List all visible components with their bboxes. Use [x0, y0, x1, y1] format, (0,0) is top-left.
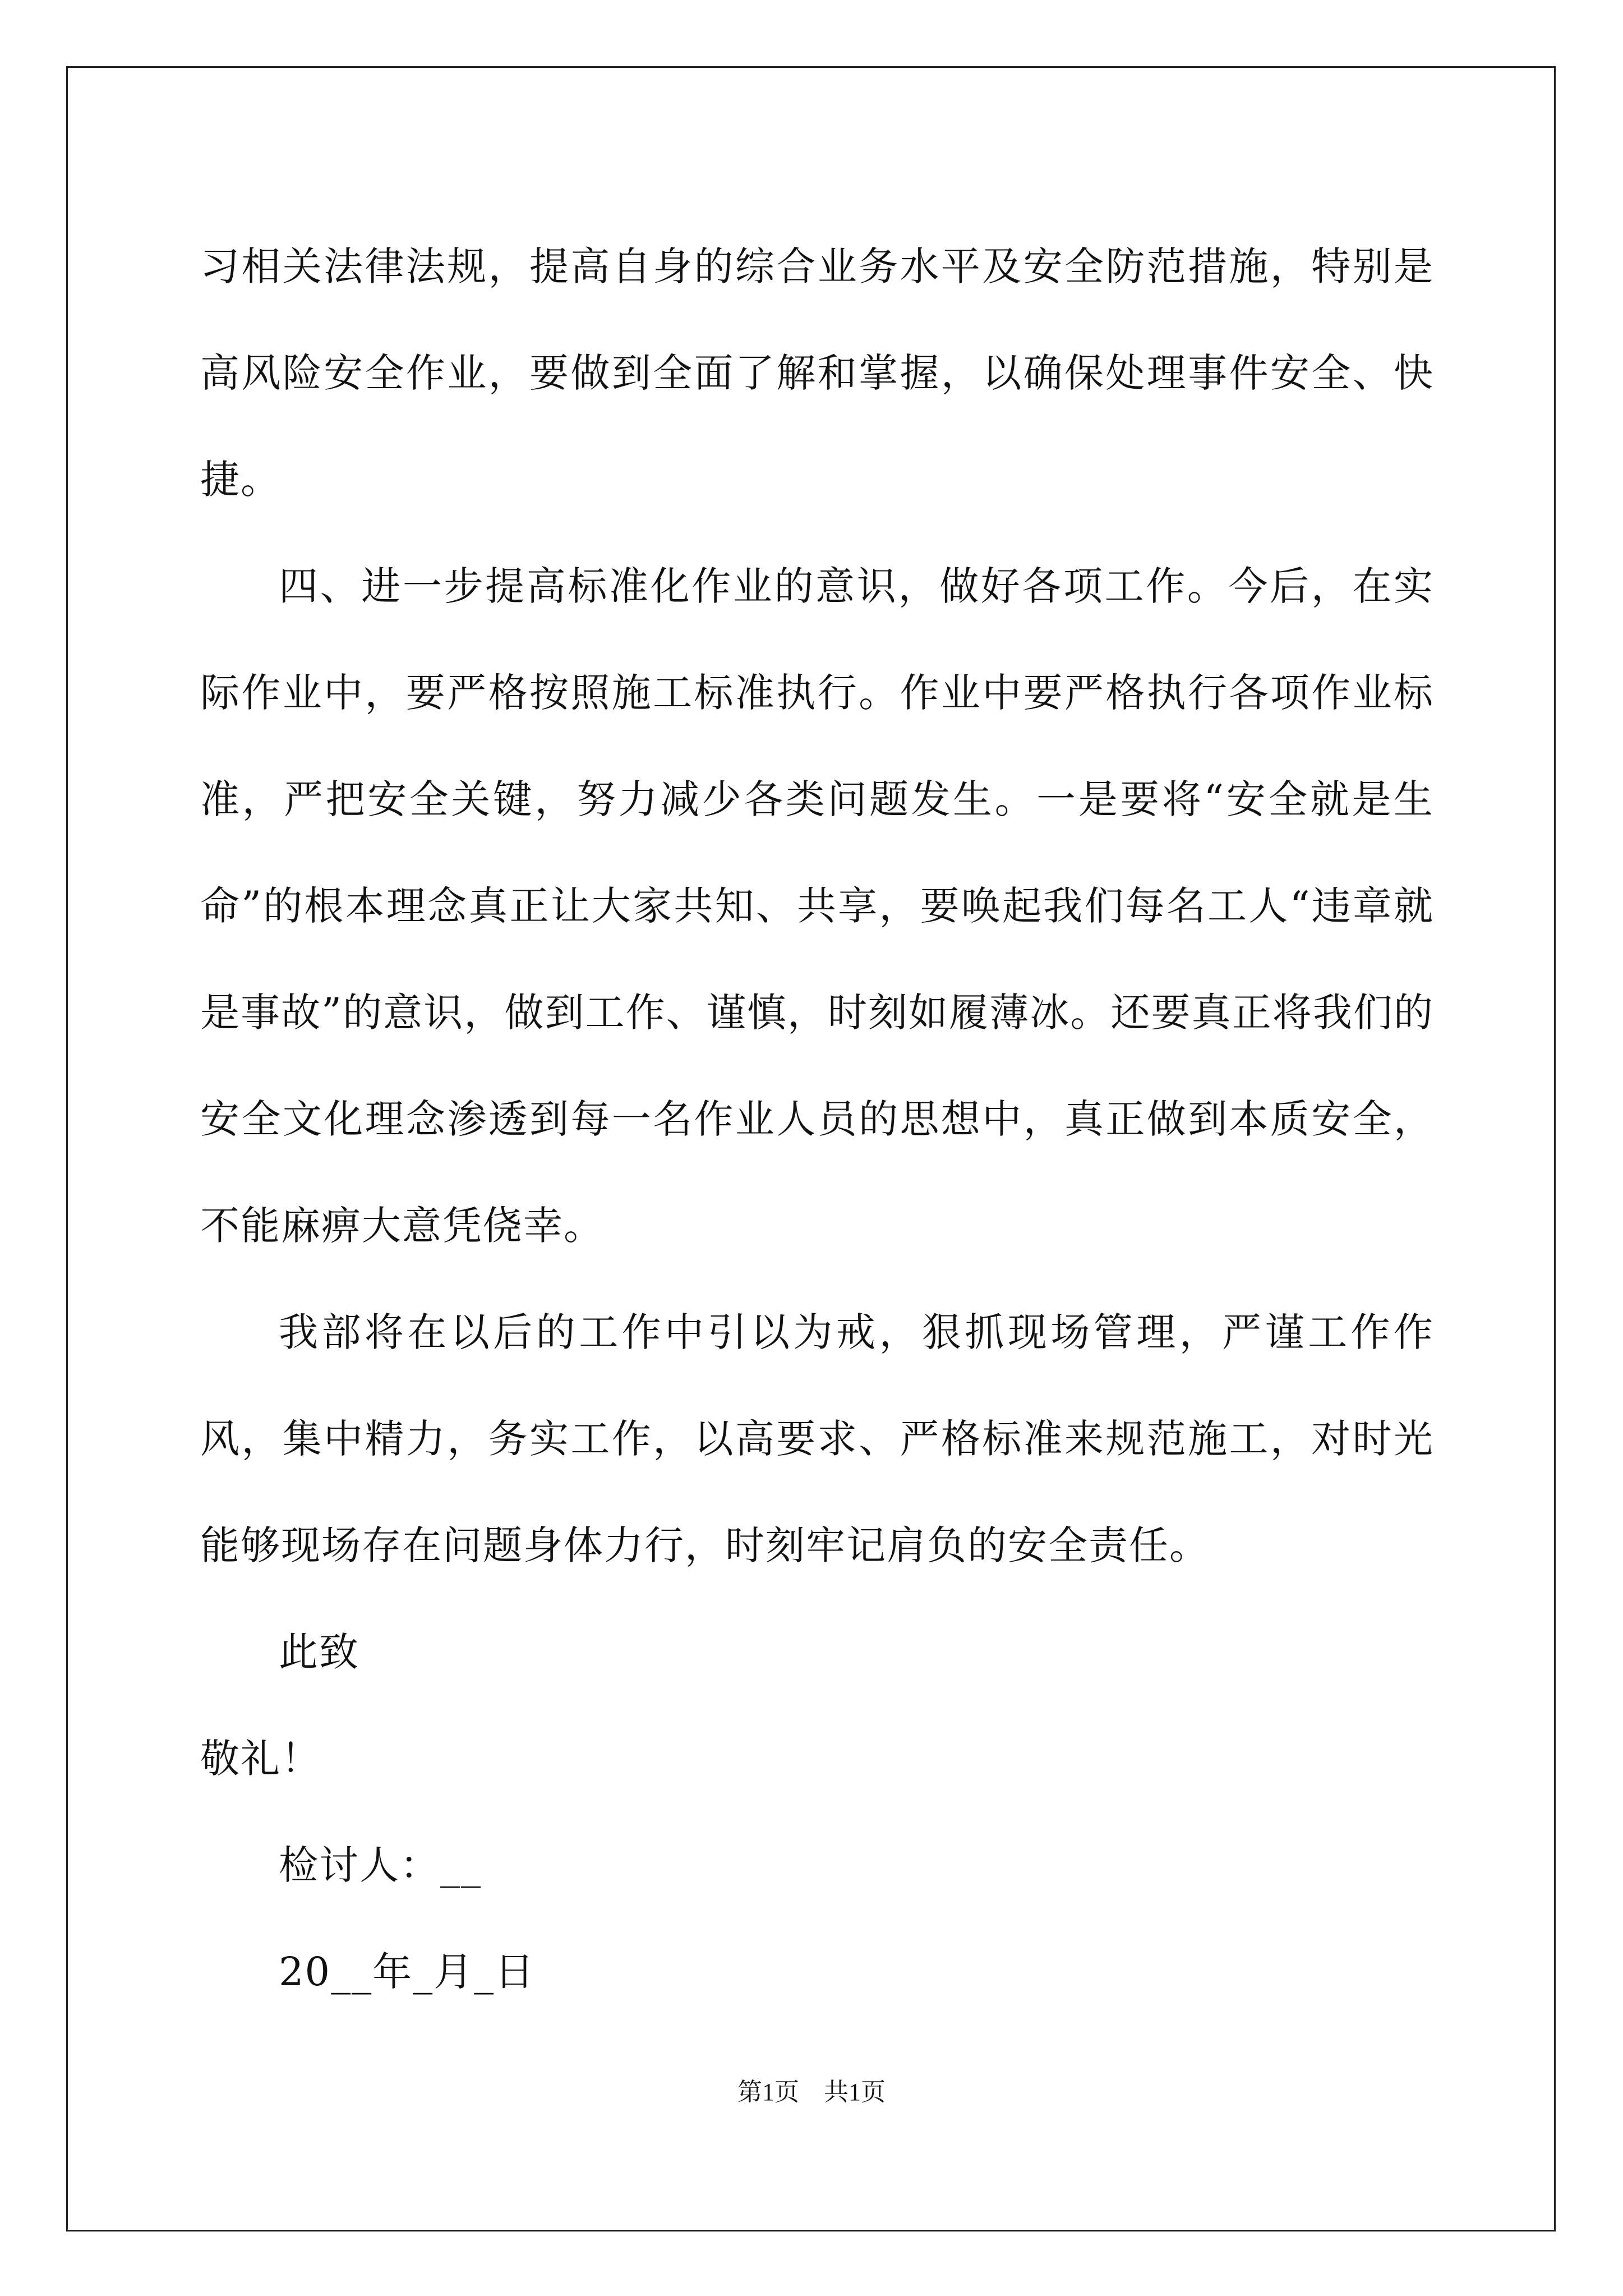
document-body [200, 213, 1434, 2025]
paragraph-section-four: 四、进一步提高标准化作业的意识，做好各项工作。今后，在实际作业中，要严格按照施工标准执行。作业中要严格执行各项作业标准，严把安全关键，努力减少各类问题发生。一是要将“安全就是生命”的根本理念真正让大家共知、共享，要唤起我们每名工人“违章就是事故”的意识，做到工作、谨慎，时刻如履薄冰。还要真正将我们的安全文化理念渗透到每一名作业人员的思想中，真正做到本质安全，不能麻痹大意凭侥幸。 [200, 563, 1434, 1249]
closing-regards: 敬礼！ [200, 1736, 321, 1782]
signer-line: 检讨人：__ [279, 1842, 482, 1888]
closing-salutation: 此致 [279, 1629, 359, 1675]
paragraph-continuation: 习相关法律法规，提高自身的综合业务水平及安全防范措施，特别是高风险安全作业，要做到全面了解和掌握，以确保处理事件安全、快捷。 [200, 243, 1434, 503]
page-number: 第1页 [737, 2078, 799, 2106]
page-total: 共1页 [824, 2078, 886, 2106]
date-line: 20__年_月_日 [279, 1949, 536, 1995]
paragraph-commitment: 我部将在以后的工作中引以为戒，狠抓现场管理，严谨工作作风，集中精力，务实工作，以高要求、严格标准来规范施工，对时光能够现场存在问题身体力行，时刻牢记肩负的安全责任。 [200, 1309, 1434, 1568]
page-footer [0, 2076, 1623, 2109]
